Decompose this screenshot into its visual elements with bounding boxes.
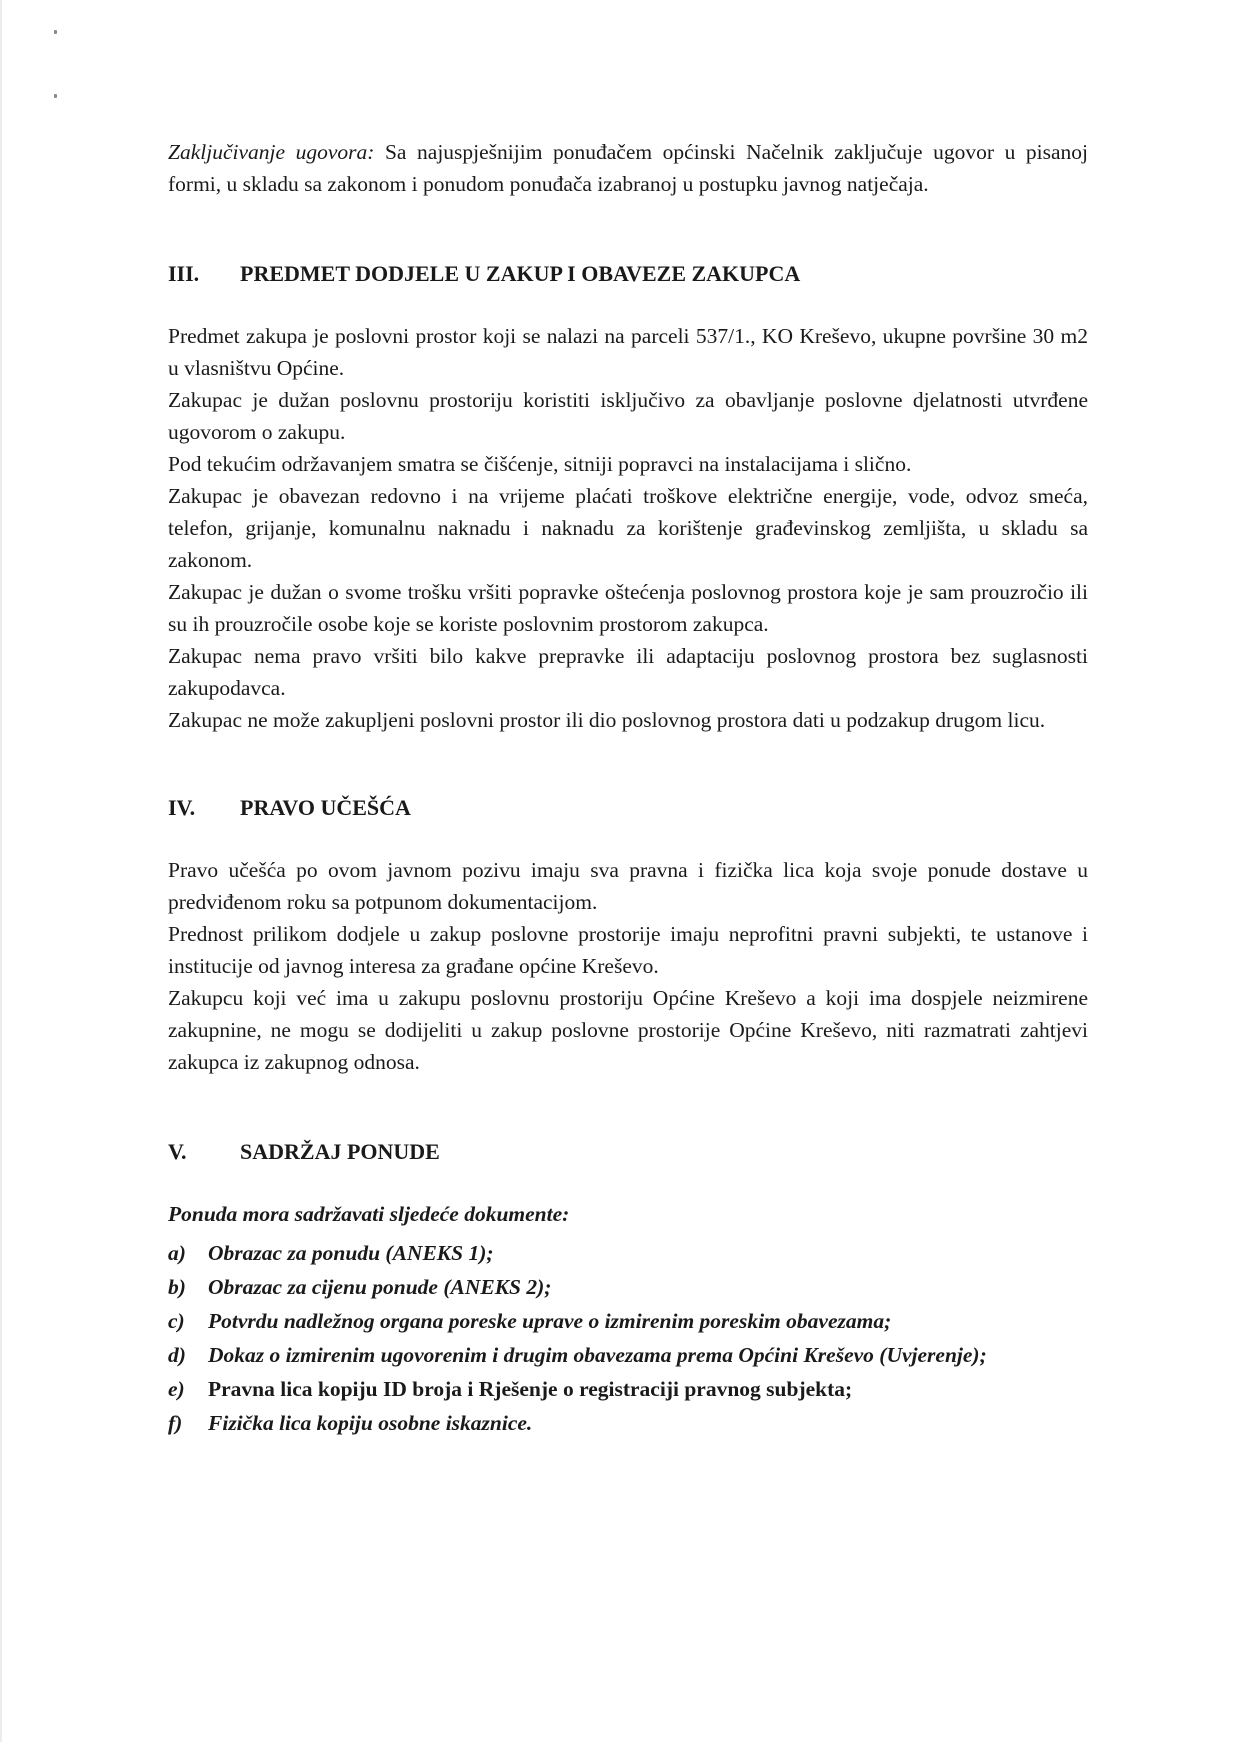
paragraph: Prednost prilikom dodjele u zakup poslovne prostorije imaju neprofitni pravni subjekti, te ustanove i institucije od javnog interesa za građane općine Kreševo.	[168, 922, 1088, 978]
list-item-text: Obrazac za ponudu (ANEKS 1);	[208, 1241, 494, 1265]
paragraph: Predmet zakupa je poslovni prostor koji se nalazi na parceli 537/1., KO Kreševo, ukupne površine 30 m2 u vlasništvu Općine.	[168, 324, 1088, 380]
section-heading-iv	[168, 792, 1088, 824]
section-title: PREDMET DODJELE U ZAKUP I OBAVEZE ZAKUPCA	[240, 261, 801, 286]
intro-lead-text: Sa najuspješnijim ponuđačem općinski Načelnik zaključuje ugovor u pisanoj formi, u skladu sa zakonom i ponudom ponuđača izabranoj u postupku javnog natječaja.	[168, 140, 1089, 196]
paragraph: Pravo učešća po ovom javnom pozivu imaju sva pravna i fizička lica koja svoje ponude dostave u predviđenom roku sa potpunom dokumentacijom.	[168, 858, 1088, 914]
section-title: SADRŽAJ PONUDE	[240, 1139, 440, 1164]
list-item-letter: e)	[168, 1377, 185, 1401]
section-iv-body	[168, 854, 1088, 1078]
paragraph: Zakupac ne može zakupljeni poslovni prostor ili dio poslovnog prostora dati u podzakup drugom licu.	[168, 708, 1046, 732]
intro-lead-label: Zaključivanje ugovora:	[168, 140, 375, 164]
scan-speck	[54, 30, 57, 34]
list-item-text: Potvrdu nadležnog organa poreske uprave o izmirenim poreskim obavezama;	[208, 1309, 892, 1333]
section-number: III.	[168, 261, 200, 286]
section-iii-body	[168, 320, 1088, 736]
paragraph: Zakupac nema pravo vršiti bilo kakve prepravke ili adaptaciju poslovnog prostora bez suglasnosti zakupodavca.	[168, 644, 1088, 700]
paragraph: Zakupac je dužan poslovnu prostoriju koristiti isključivo za obavljanje poslovne djelatnosti utvrđene ugovorom o zakupu.	[168, 388, 1088, 444]
list-item	[168, 1338, 1088, 1372]
list-item	[168, 1372, 1088, 1406]
list-item-text: Pravna lica kopiju ID broja i Rješenje o registraciji pravnog subjekta;	[208, 1377, 853, 1401]
list-item-letter: d)	[168, 1343, 186, 1367]
list-item-letter: f)	[168, 1411, 183, 1435]
list-item-letter: a)	[168, 1241, 186, 1265]
section-number: IV.	[168, 795, 196, 820]
paragraph: Zakupac je dužan o svome trošku vršiti popravke oštećenja poslovnog prostora koje je sam prouzročio ili su ih prouzročile osobe koje se koriste poslovnim prostorom zakupca.	[168, 580, 1088, 636]
required-documents-list	[168, 1236, 1088, 1440]
list-item	[168, 1236, 1088, 1270]
section-heading-v	[168, 1136, 1088, 1168]
paragraph: Zakupcu koji već ima u zakupu poslovnu prostoriju Općine Kreševo a koji ima dospjele neizmirene zakupnine, ne mogu se dodijeliti u zakup poslovne prostorije Općine Kreševo, niti razmatrati zahtjevi zakupca iz zakupnog odnosa.	[168, 986, 1088, 1074]
list-item-text: Obrazac za cijenu ponude (ANEKS 2);	[208, 1275, 552, 1299]
intro-paragraph	[168, 136, 1088, 200]
list-item	[168, 1270, 1088, 1304]
paragraph: Pod tekućim održavanjem smatra se čišćenje, sitniji popravci na instalacijama i slično.	[168, 452, 912, 476]
list-item-text: Dokaz o izmirenim ugovorenim i drugim obavezama prema Općini Kreševo (Uvjerenje);	[208, 1343, 987, 1367]
list-item-letter: c)	[168, 1309, 185, 1333]
section-title: PRAVO UČEŠĆA	[240, 795, 411, 820]
list-item-text: Fizička lica kopiju osobne iskaznice.	[208, 1411, 533, 1435]
document-body	[168, 136, 1088, 1440]
list-item-letter: b)	[168, 1275, 186, 1299]
list-item	[168, 1304, 1088, 1338]
paragraph: Zakupac je obavezan redovno i na vrijeme plaćati troškove električne energije, vode, odvoz smeća, telefon, grijanje, komunalnu naknadu i naknadu za korištenje građevinskog zemljišta, u skladu sa zakonom.	[168, 484, 1088, 572]
section-heading-iii	[168, 258, 1088, 290]
list-intro: Ponuda mora sadržavati sljedeće dokumente:	[168, 1202, 570, 1226]
section-number: V.	[168, 1139, 187, 1164]
list-item	[168, 1406, 1088, 1440]
scan-speck	[54, 94, 57, 98]
